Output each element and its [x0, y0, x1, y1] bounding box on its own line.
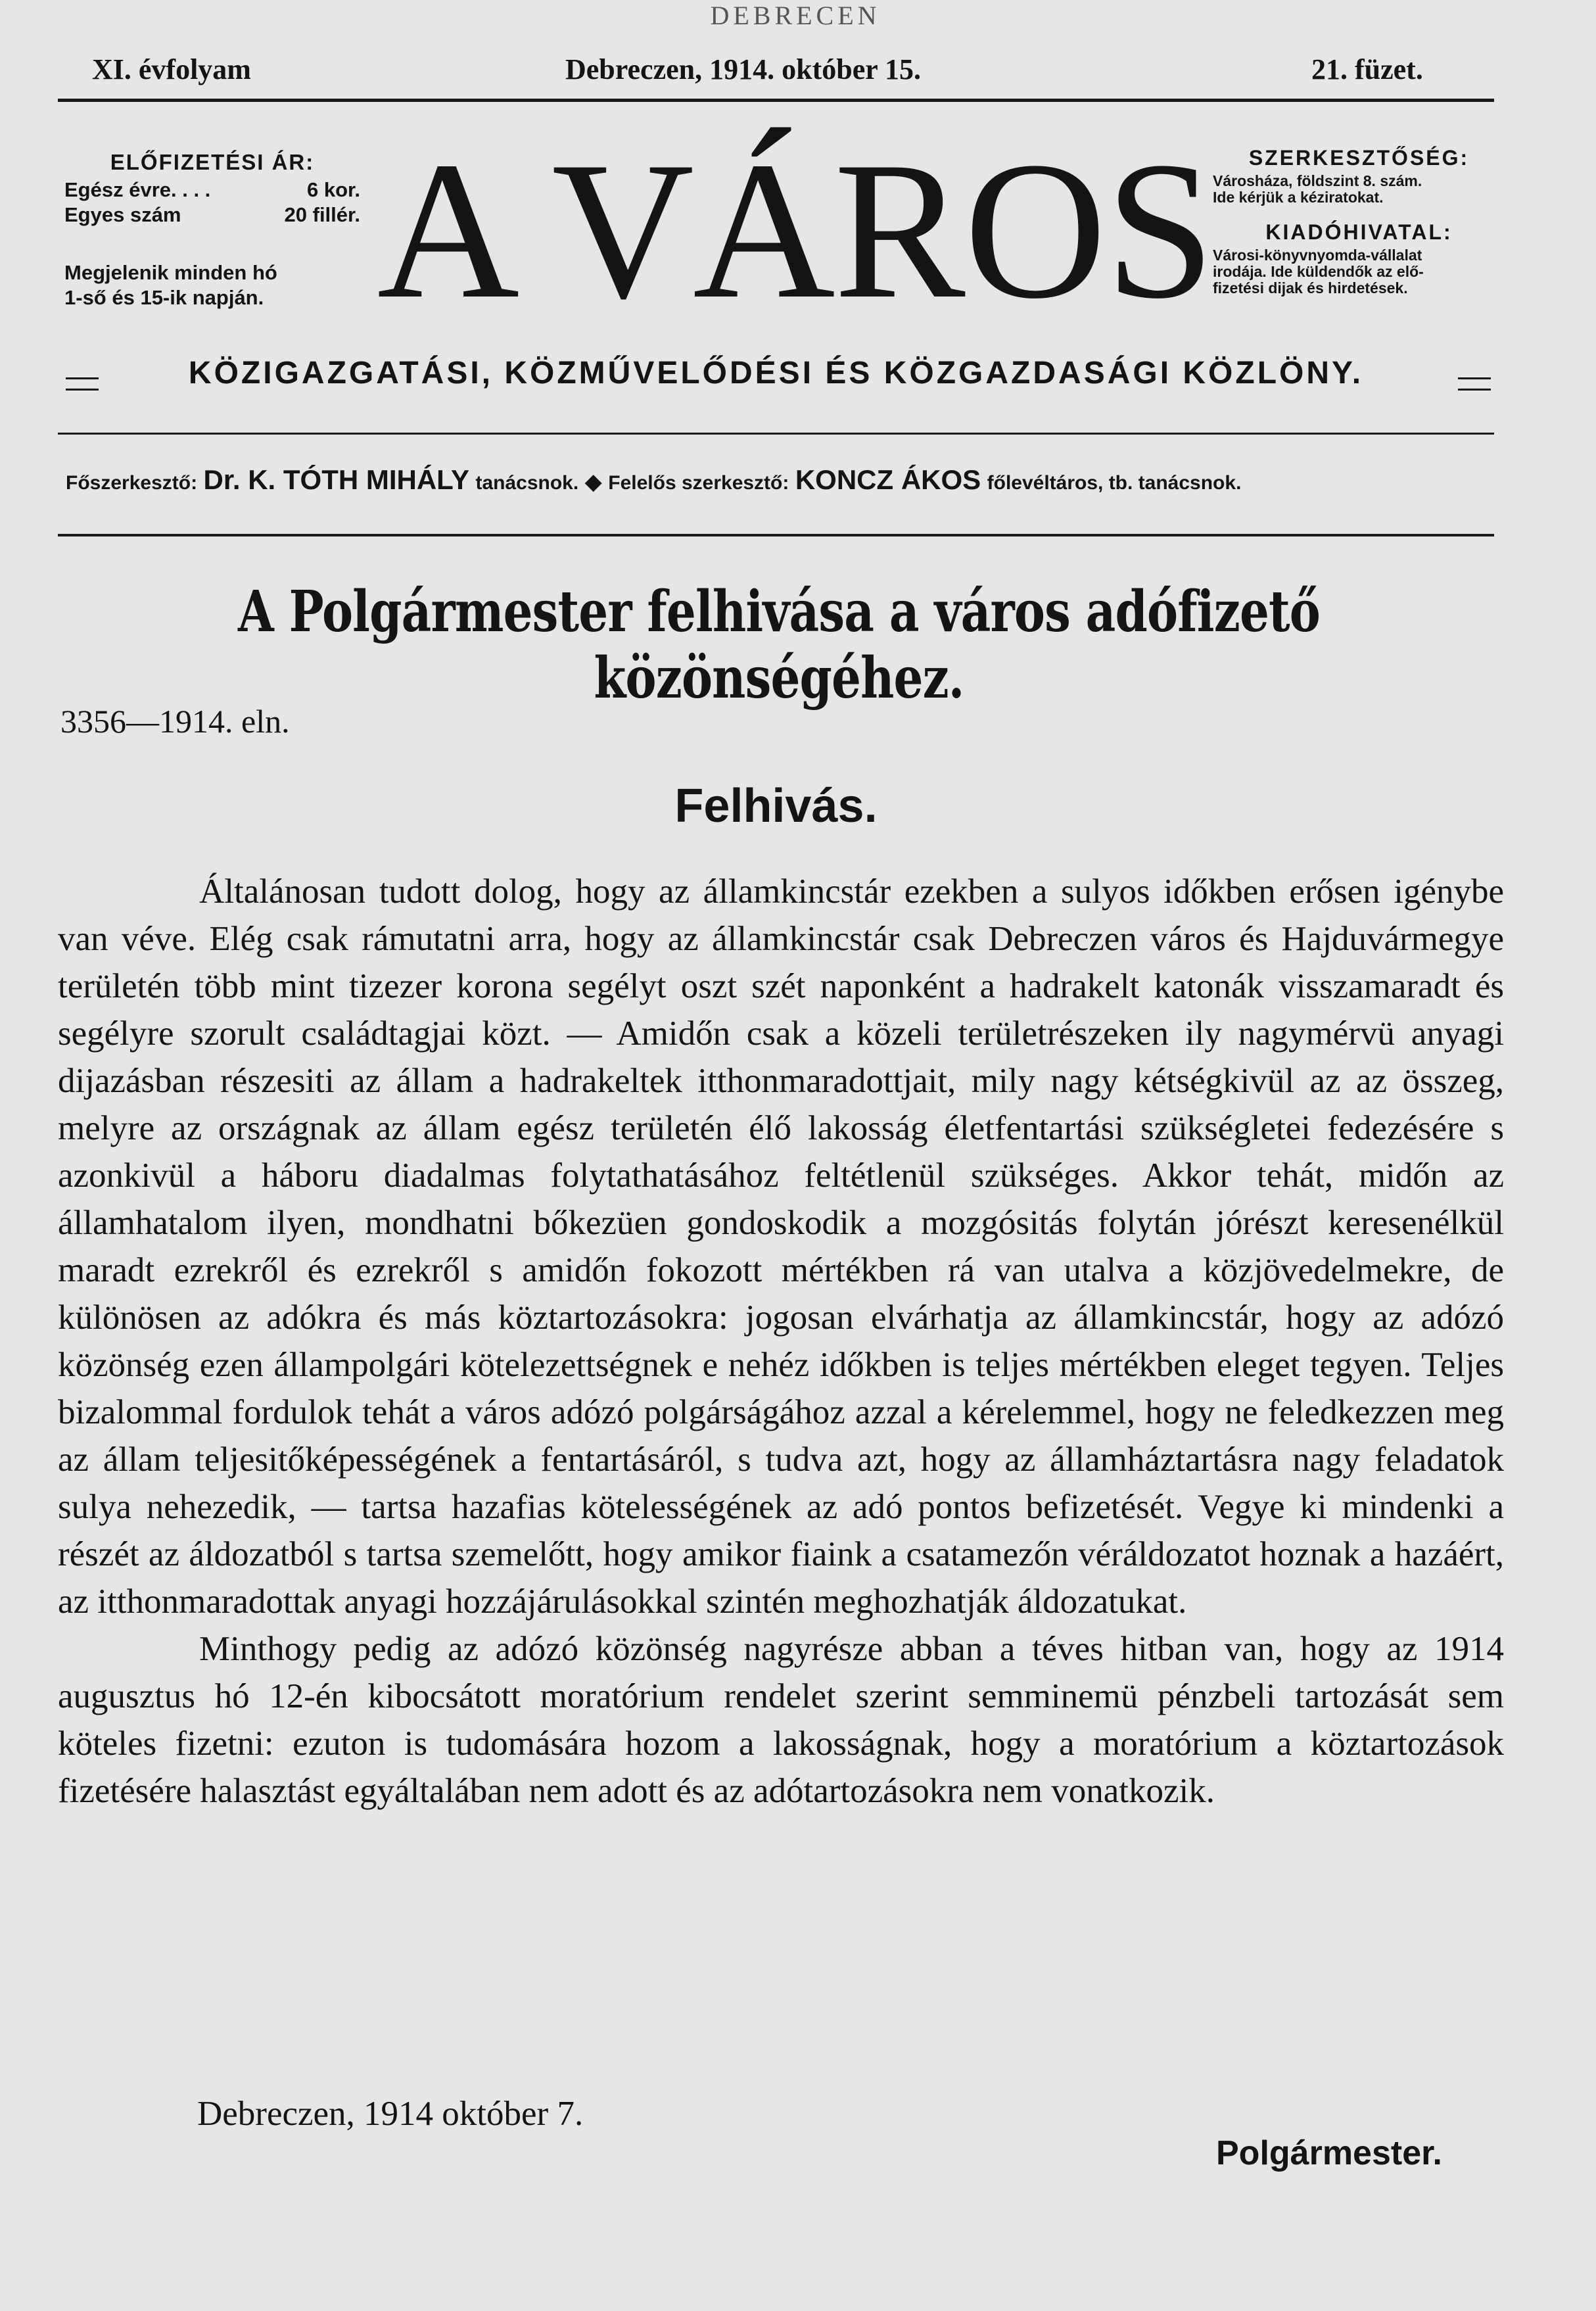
chief-editor-label: Főszerkesztő:: [66, 472, 198, 494]
library-stamp: DEBRECEN: [710, 1, 881, 30]
signature: Polgármester.: [1216, 2134, 1442, 2172]
article-paragraph: Minthogy pedig az adózó közönség nagyrésze abban a téves hitban van, hogy az 1914 augusztus hó 12-én kibocsátott moratórium rendelet szerint semminemü pénzbeli tartozását sem köteles fizetni: ezuton is tudomására hozom a lakosságnak, hogy a moratórium a köztartozások fizetésére halasztást egyáltalában nem adott és az adótartozásokra nem vonatkozik.: [58, 1630, 1504, 1810]
issue-date: Debreczen, 1914. október 15.: [565, 53, 921, 85]
closing-date: Debreczen, 1914 október 7.: [197, 2095, 584, 2133]
issue-number: 21. füzet.: [1311, 53, 1423, 85]
masthead-title: A VÁROS: [377, 121, 1214, 339]
subscription-title: ELŐFIZETÉSI ÁR:: [110, 150, 315, 174]
staff-rule: [58, 534, 1494, 536]
article-heading: Felhivás.: [674, 780, 878, 832]
editorial-address: Városháza, földszint 8. szám.: [1213, 172, 1422, 189]
publisher-line: Városi-könyvnyomda-vállalat: [1213, 247, 1422, 264]
subtitle-rule: [58, 433, 1494, 435]
subtitle: KÖZIGAZGATÁSI, KÖZMŰVELŐDÉSI ÉS KÖZGAZDASÁGI KÖZLÖNY.: [188, 356, 1364, 391]
subtitle-dash-right: [1458, 377, 1491, 391]
publisher-line: fizetési dijak és hirdetések.: [1213, 279, 1408, 297]
subscription-box: [64, 150, 360, 310]
editorial-title: SZERKESZTŐSÉG:: [1248, 146, 1470, 170]
article-headline: A Polgármester felhivása a város adófizető közönségéhez.: [238, 579, 1320, 711]
publisher-title: KIADÓHIVATAL:: [1265, 220, 1453, 244]
chief-editor-name: Dr. K. TÓTH MIHÁLY: [203, 464, 469, 495]
header-rule: [58, 99, 1494, 102]
publication-schedule-line: 1-ső és 15-ik napján.: [64, 286, 264, 309]
staff-line: [66, 464, 1499, 496]
diamond-icon: ◆: [584, 469, 602, 494]
reference-number: 3356—1914. eln.: [60, 703, 290, 740]
chief-editor-title: tanácsnok.: [475, 472, 579, 494]
managing-editor-label: Felelős szerkesztő:: [608, 472, 789, 494]
editorial-box: [1213, 146, 1505, 297]
publication-schedule-line: Megjelenik minden hó: [64, 261, 277, 284]
editorial-note: Ide kérjük a kéziratokat.: [1213, 189, 1384, 206]
article-paragraph: Általánosan tudott dolog, hogy az államkincstár ezekben a sulyos időkben erősen igénybe van véve. Elég csak rámutatni arra, hogy az államkincstár csak Debreczen város és Hajduvármegye területén több mint tizezer korona segélyt oszt szét naponként a hadrakelt katonák visszamaradt és segélyre szorult családtagjai közt. — Amidőn csak a közeli területrészeken ily nagymérvü anyagi dijazásban részesiti az állam a hadrakeltek itthonmaradottjait, mily nagy kétségkivül az az összeg, melyre az országnak az állam egész területén élő lakosság életfentartási szükségletei fedezésére s azonkivül a háboru diadalmas folytathatásához feltétlenül szükséges. Akkor tehát, midőn az államhatalom ilyen, mondhatni bőkezüen gondoskodik a mozgósitás folytán jórészt keresenélkül maradt ezrekről és ezrekről s amidőn fokozott mértékben rá van utalva a közjövedelmekre, de különösen az adókra és más köztartozásokra: jogosan elvárhatja az államkincstár, hogy az adózó közönség ezen állampolgári kötelezettségnek e nehéz időkben is teljes mértékben eleget tegyen. Teljes bizalommal fordulok tehát a város adózó polgárságához azzal a kérelemmel, hogy ne feledkezzen meg az állam teljesitőképességének a fentartásáról, s tudva azt, hogy az államháztartásra nagy feladatok sulya nehezedik, — tartsa hazafias kötelességének az adó pontos befizetését. Vegye ki mindenki a részét az áldozatból s tartsa szemelőtt, hogy amikor fiaink a csatamezőn véráldozatot hoznak a hazáért, az itthonmaradottak anyagi hozzájárulásokkal szintén meghozhatják áldozatukat.: [58, 872, 1504, 1621]
subscription-row: Egész évre. . . . 6 kor.: [64, 178, 360, 201]
volume-label: XI. évfolyam: [92, 53, 251, 85]
managing-editor-name: KONCZ ÁKOS: [795, 464, 981, 495]
managing-editor-title: főlevéltáros, tb. tanácsnok.: [987, 472, 1242, 494]
article-body: [58, 868, 1504, 1815]
subscription-row: Egyes szám 20 fillér.: [64, 203, 360, 226]
publisher-line: irodája. Ide küldendők az elő-: [1213, 263, 1424, 280]
